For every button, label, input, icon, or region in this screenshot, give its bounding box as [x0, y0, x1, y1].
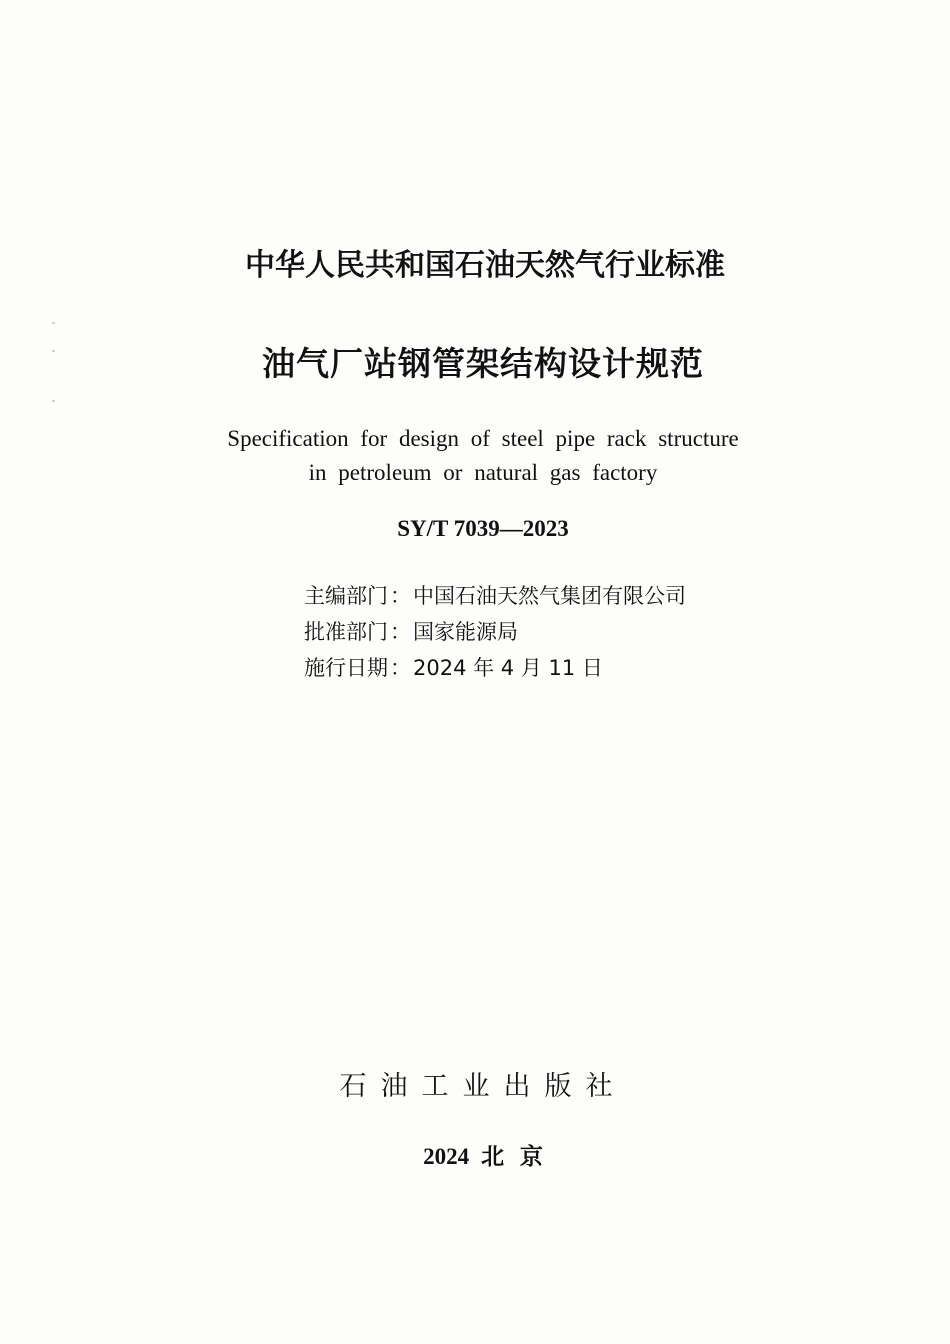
metadata-block [304, 578, 686, 686]
english-title [8, 422, 950, 490]
imprint-city: 北 京 [481, 1144, 543, 1169]
editor-label: 主编部门 [304, 584, 388, 608]
editor-value: 中国石油天然气集团有限公司 [413, 584, 686, 608]
english-title-line-2: in petroleum or natural gas factory [308, 460, 658, 485]
scan-speck [52, 322, 55, 324]
industry-standard-heading: 中华人民共和国石油天然气行业标准 [245, 248, 725, 283]
effective-date-value: 2024 年 4 月 11 日 [413, 656, 603, 680]
standard-code: SY/T 7039—2023 [397, 516, 569, 541]
separator: ： [390, 584, 411, 608]
chinese-title: 油气厂站钢管架结构设计规范 [262, 344, 704, 383]
separator: ： [390, 620, 411, 644]
effective-date-row [304, 650, 686, 686]
imprint-year: 2024 [423, 1144, 470, 1169]
editor-row [304, 578, 686, 614]
approver-label: 批准部门 [304, 620, 388, 644]
effective-date-label: 施行日期 [304, 656, 388, 680]
approver-value: 国家能源局 [413, 620, 518, 644]
english-title-line-1: Specification for design of steel pipe rack structure [227, 426, 739, 451]
separator: ： [390, 656, 411, 680]
imprint [8, 1138, 950, 1171]
publisher-name: 石油工业出版社 [339, 1071, 627, 1102]
scan-speck [52, 400, 55, 402]
approver-row [304, 614, 686, 650]
